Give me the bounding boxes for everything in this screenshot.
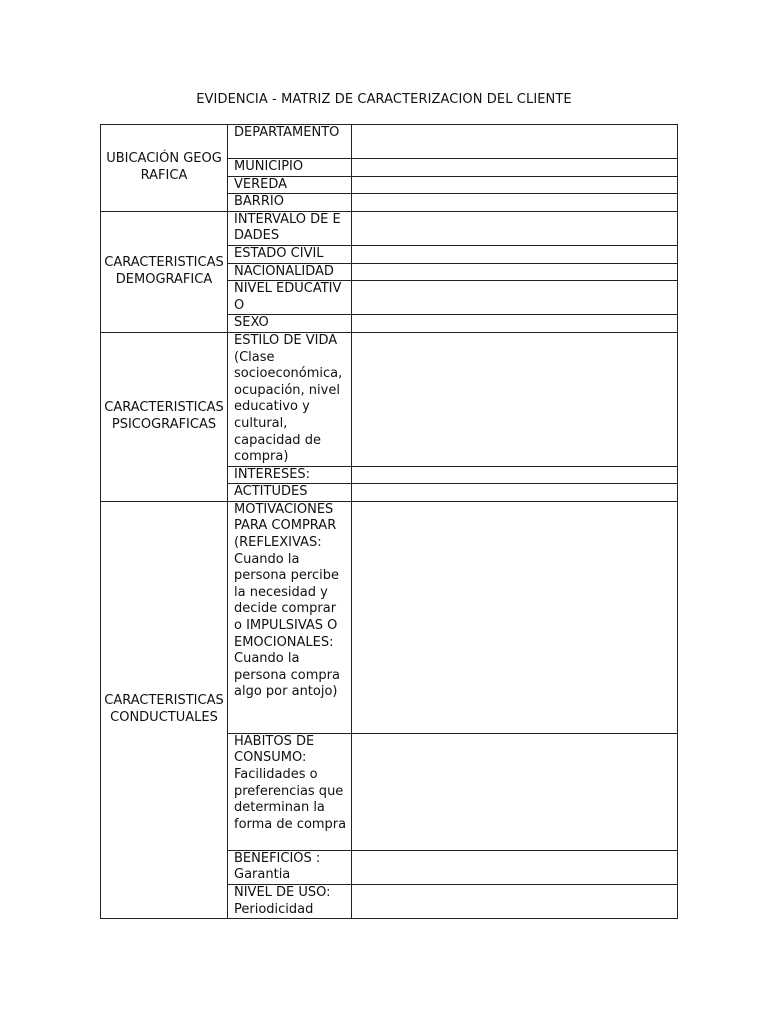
matrix-row bbox=[101, 332, 678, 466]
item-label: MUNICIPIO bbox=[228, 159, 352, 177]
value-cell[interactable] bbox=[352, 501, 678, 733]
document-title: EVIDENCIA - MATRIZ DE CARACTERIZACION DEL CLIENTE bbox=[196, 92, 572, 107]
item-label: INTERESES: bbox=[228, 466, 352, 484]
item-label: ACTITUDES bbox=[228, 484, 352, 502]
item-label: HABITOS DE CONSUMO: Facilidades o preferencias que determinan la forma de compra bbox=[228, 733, 352, 850]
item-label: ESTADO CIVIL bbox=[228, 245, 352, 263]
item-label: NIVEL DE USO: Periodicidad bbox=[228, 885, 352, 919]
value-cell[interactable] bbox=[352, 176, 678, 194]
category-caracteristicas-demograficas: CARACTERISTICAS DEMOGRAFICA bbox=[101, 211, 228, 332]
item-label: DEPARTAMENTO bbox=[228, 125, 352, 159]
item-label: SEXO bbox=[228, 315, 352, 333]
item-label: NIVEL EDUCATIVO bbox=[228, 281, 352, 315]
value-cell[interactable] bbox=[352, 245, 678, 263]
category-caracteristicas-conductuales: CARACTERISTICAS CONDUCTUALES bbox=[101, 501, 228, 918]
value-cell[interactable] bbox=[352, 281, 678, 315]
category-ubicacion-geografica: UBICACIÓN GEOGRAFICA bbox=[101, 125, 228, 212]
category-caracteristicas-psicograficas: CARACTERISTICAS PSICOGRAFICAS bbox=[101, 332, 228, 501]
item-label: ESTILO DE VIDA (Clase socioeconómica, ocupación, nivel educativo y cultural, capacidad de compra) bbox=[228, 332, 352, 466]
matrix-row bbox=[101, 125, 678, 159]
characterization-matrix bbox=[100, 124, 678, 919]
value-cell[interactable] bbox=[352, 466, 678, 484]
value-cell[interactable] bbox=[352, 885, 678, 919]
value-cell[interactable] bbox=[352, 733, 678, 850]
item-label: VEREDA bbox=[228, 176, 352, 194]
item-label: NACIONALIDAD bbox=[228, 263, 352, 281]
value-cell[interactable] bbox=[352, 484, 678, 502]
value-cell[interactable] bbox=[352, 850, 678, 884]
item-label: MOTIVACIONES PARA COMPRAR (REFLEXIVAS: Cuando la persona percibe la necesidad y decide comprar o IMPULSIVAS O EMOCIONALES: Cuando la persona compra algo por antojo) bbox=[228, 501, 352, 733]
value-cell[interactable] bbox=[352, 263, 678, 281]
matrix-row bbox=[101, 211, 678, 245]
value-cell[interactable] bbox=[352, 125, 678, 159]
matrix-row bbox=[101, 501, 678, 733]
value-cell[interactable] bbox=[352, 332, 678, 466]
value-cell[interactable] bbox=[352, 194, 678, 212]
value-cell[interactable] bbox=[352, 315, 678, 333]
item-label: BARRIO bbox=[228, 194, 352, 212]
item-label: INTERVALO DE EDADES bbox=[228, 211, 352, 245]
item-label: BENEFICIOS : Garantia bbox=[228, 850, 352, 884]
value-cell[interactable] bbox=[352, 211, 678, 245]
value-cell[interactable] bbox=[352, 159, 678, 177]
